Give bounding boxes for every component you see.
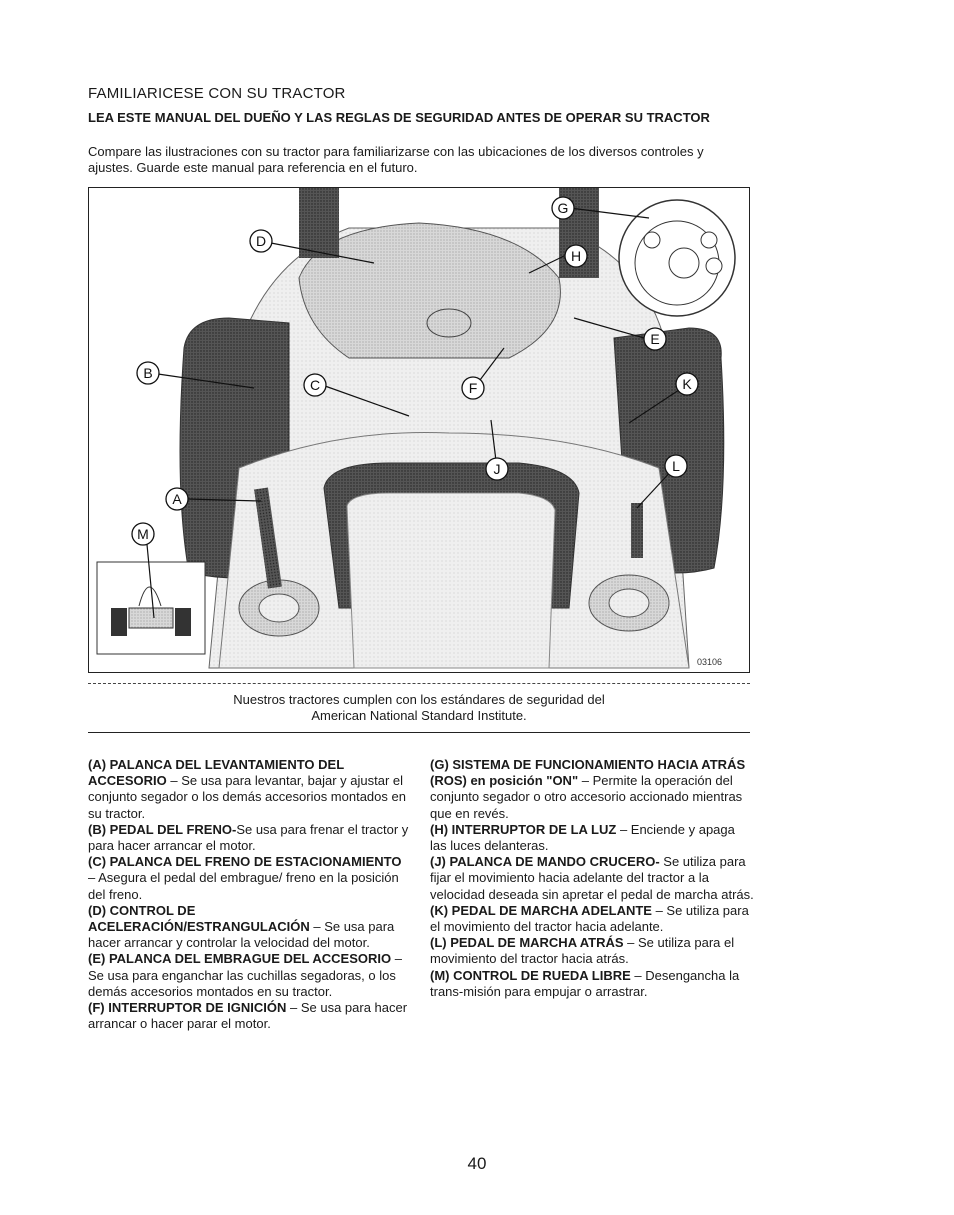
item-a: (A) PALANCA DEL LEVANTAMIENTO DEL ACCESORIO – Se usa para levantar, bajar y ajustar el conjunto segador o los demás accesorios montados en su tractor. [88, 757, 406, 821]
intro-paragraph: Compare las ilustraciones con su tractor para familiarizarse con las ubicaciones de los diversos controles y ajustes. Guarde este manual para referencia en el futuro. [88, 144, 704, 175]
tractor-illustration-icon [89, 188, 748, 671]
controls-list-left [88, 757, 412, 1032]
item-m: (M) CONTROL DE RUEDA LIBRE – Desengancha la trans-misión para empujar o arrastrar. [430, 967, 740, 999]
divider-solid [88, 732, 750, 733]
item-d: (D) CONTROL DE ACELERACIÓN/ESTRANGULACIÓN – Se usa para hacer arrancar y controlar la velocidad del motor. [88, 902, 395, 951]
callout-c: C [309, 377, 321, 393]
callout-h: H [570, 248, 582, 264]
callout-e: E [650, 331, 660, 347]
item-b: (B) PEDAL DEL FRENO-Se usa para frenar el tractor y para hacer arrancar el motor. [88, 821, 409, 854]
item-g: (G) SISTEMA DE FUNCIONAMIENTO HACIA ATRÁS (ROS) en posición "ON" – Permite la operación del conjunto segador o otro accesorio accionado mientras que en revés. [430, 757, 746, 821]
controls-list-right [430, 757, 754, 1000]
item-c: (C) PALANCA DEL FRENO DE ESTACIONAMIENTO – Asegura el pedal del embrague/ freno en la posición del freno. [88, 854, 402, 902]
caption-line-2: American National Standard Institute. [311, 708, 527, 723]
caption-line-1: Nuestros tractores cumplen con los estándares de seguridad del [233, 692, 605, 707]
item-k: (K) PEDAL DE MARCHA ADELANTE – Se utiliza para el movimiento del tractor hacia adelante. [430, 902, 749, 935]
tractor-controls-figure [88, 187, 750, 673]
item-f: (F) INTERRUPTOR DE IGNICIÓN – Se usa para hacer arrancar o hacer parar el motor. [88, 1000, 408, 1032]
free-wheel-inset-icon [97, 562, 205, 654]
page-number: 40 [467, 1154, 487, 1173]
item-h: (H) INTERRUPTOR DE LA LUZ – Enciende y apaga las luces delanteras. [430, 821, 735, 854]
callout-k: K [682, 376, 692, 392]
callout-l: L [672, 458, 680, 474]
callout-b: B [143, 365, 153, 381]
item-l: (L) PEDAL DE MARCHA ATRÁS – Se utiliza para el movimiento del tractor hacia atrás. [430, 935, 735, 967]
figure-code: 03106 [697, 657, 723, 667]
section-title: FAMILIARICESE CON SU TRACTOR [88, 85, 346, 102]
figure-caption [88, 692, 750, 724]
callout-a: A [172, 491, 182, 507]
callout-d: D [255, 233, 267, 249]
callout-j: J [493, 461, 501, 477]
callout-m: M [137, 526, 149, 542]
divider-dashed [88, 683, 750, 684]
item-j: (J) PALANCA DE MANDO CRUCERO- Se utiliza para fijar el movimiento hacia adelante del tractor a la velocidad deseada sin apretar el pedal de marcha atrás. [430, 854, 754, 902]
item-e: (E) PALANCA DEL EMBRAGUE DEL ACCESORIO – Se usa para enganchar las cuchillas segadoras, o los demás accesorios montados en su tractor. [88, 951, 402, 999]
callout-f: F [468, 380, 478, 396]
callout-g: G [557, 200, 569, 216]
section-subtitle: LEA ESTE MANUAL DEL DUEÑO Y LAS REGLAS DE SEGURIDAD ANTES DE OPERAR SU TRACTOR [88, 110, 710, 125]
